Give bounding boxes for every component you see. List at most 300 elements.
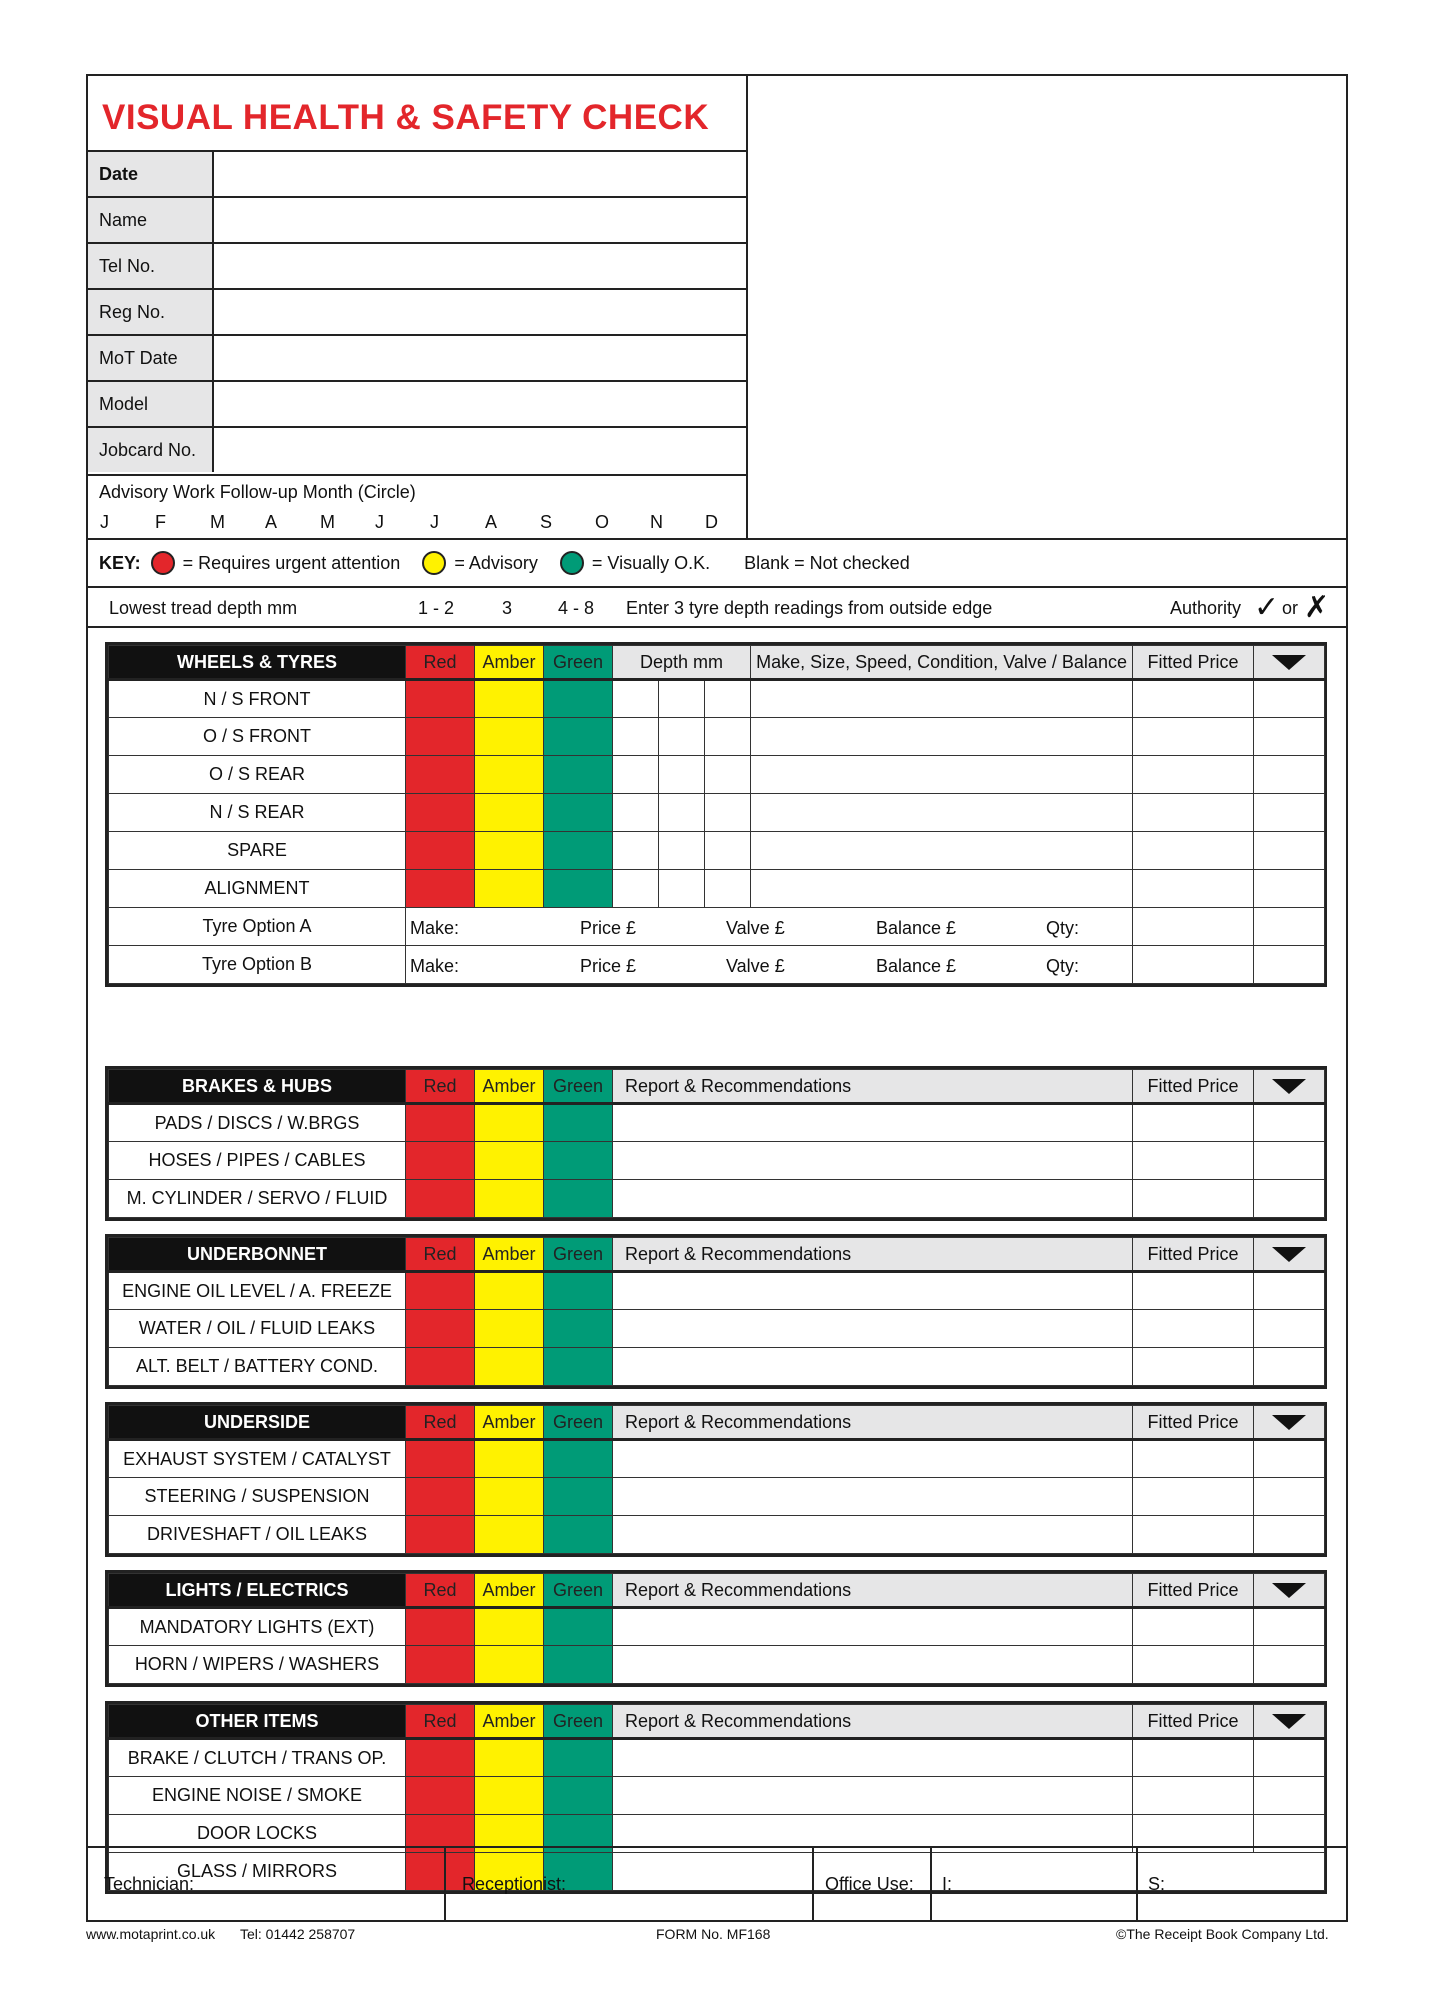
item-name: SPARE [109,832,406,870]
option-details[interactable] [406,908,1133,946]
col-price: Fitted Price [1133,1574,1254,1608]
green-rating[interactable] [544,870,613,908]
amber-rating[interactable] [475,1739,544,1777]
valve-label: Valve £ [726,918,785,938]
item-name: ALT. BELT / BATTERY COND. [109,1348,406,1386]
make-details[interactable] [751,680,1133,718]
report-recommendations[interactable] [613,1646,1133,1684]
section-wheels-tyres [105,642,1327,987]
tread-note: Enter 3 tyre depth readings from outside edge [626,598,993,618]
fitted-price[interactable] [1133,908,1254,946]
green-rating[interactable] [544,756,613,794]
amber-rating[interactable] [475,1777,544,1815]
month-option[interactable]: M [210,512,225,532]
item-name: M. CYLINDER / SERVO / FLUID [109,1180,406,1218]
report-recommendations[interactable] [613,1348,1133,1386]
make-details[interactable] [751,832,1133,870]
or-label: or [1282,598,1299,618]
col-report: Report & Recommendations [613,1406,1133,1440]
option-details[interactable] [406,946,1133,984]
col-red: Red [406,1238,475,1272]
item-name: ENGINE NOISE / SMOKE [109,1777,406,1815]
depth-reading[interactable] [659,832,705,870]
fitted-price[interactable] [1133,756,1254,794]
table-row [109,870,1325,908]
red-rating[interactable] [406,1348,475,1386]
item-name: O / S REAR [109,756,406,794]
report-recommendations[interactable] [613,1440,1133,1478]
item-name: HORN / WIPERS / WASHERS [109,1646,406,1684]
month-option[interactable]: J [100,512,109,532]
amber-rating[interactable] [475,1440,544,1478]
section-underside [105,1402,1327,1557]
green-rating[interactable] [544,794,613,832]
col-authority [1254,646,1325,680]
table-row [109,1180,1325,1218]
col-report: Report & Recommendations [613,1070,1133,1104]
col-price: Fitted Price [1133,1406,1254,1440]
amber-rating[interactable] [475,794,544,832]
red-rating[interactable] [406,1478,475,1516]
col-green: Green [544,1238,613,1272]
green-rating[interactable] [544,1348,613,1386]
report-recommendations[interactable] [613,1272,1133,1310]
col-report: Report & Recommendations [613,1574,1133,1608]
table-row [109,1142,1325,1180]
month-option[interactable]: S [540,512,553,532]
fitted-price[interactable] [1133,1272,1254,1310]
col-amber: Amber [475,1705,544,1739]
authority-cell[interactable] [1254,832,1325,870]
green-rating[interactable] [544,1777,613,1815]
amber-rating[interactable] [475,1646,544,1684]
depth-reading[interactable] [659,718,705,756]
tread-depth-row [88,586,1346,628]
key-green: = Visually O.K. [591,552,711,573]
red-rating[interactable] [406,718,475,756]
depth-reading[interactable] [705,680,751,718]
fitted-price[interactable] [1133,1478,1254,1516]
col-make: Make, Size, Speed, Condition, Valve / Balance [751,646,1133,680]
telephone: Tel: 01442 258707 [240,1926,356,1942]
red-rating[interactable] [406,1104,475,1142]
website: www.motaprint.co.uk [86,1926,216,1942]
down-triangle-icon [1272,1247,1306,1262]
green-dot-icon [560,551,584,575]
red-rating[interactable] [406,794,475,832]
red-rating[interactable] [406,1180,475,1218]
fitted-price[interactable] [1133,1646,1254,1684]
item-name: STEERING / SUSPENSION [109,1478,406,1516]
office-use-label: Office Use: [825,1874,914,1894]
field-input[interactable] [214,244,748,288]
item-name: MANDATORY LIGHTS (EXT) [109,1608,406,1646]
col-authority [1254,1238,1325,1272]
price-label: Price £ [580,956,637,976]
field-input[interactable] [214,428,748,472]
item-name: HOSES / PIPES / CABLES [109,1142,406,1180]
report-recommendations[interactable] [613,1478,1133,1516]
col-amber: Amber [475,1070,544,1104]
form-title: VISUAL HEALTH & SAFETY CHECK [102,98,710,137]
authority-cell[interactable] [1254,1608,1325,1646]
valve-label: Valve £ [726,956,785,976]
item-name: BRAKE / CLUTCH / TRANS OP. [109,1739,406,1777]
month-option[interactable]: D [705,512,718,532]
report-recommendations[interactable] [613,1142,1133,1180]
section-title: OTHER ITEMS [109,1705,406,1739]
authority-cell[interactable] [1254,1142,1325,1180]
field-input[interactable] [214,198,748,242]
tread-range-1: 1 - 2 [418,598,455,618]
fitted-price[interactable] [1133,1104,1254,1142]
red-rating[interactable] [406,1608,475,1646]
green-rating[interactable] [544,1440,613,1478]
tread-label: Lowest tread depth mm [109,598,298,618]
advisory-followup [88,474,748,538]
cross-icon: ✗ [1304,591,1330,624]
col-price: Fitted Price [1133,1070,1254,1104]
section-title: WHEELS & TYRES [109,646,406,680]
technician-field[interactable] [88,1848,446,1922]
office-s-field[interactable] [1138,1848,1346,1922]
depth-reading[interactable] [613,794,659,832]
authority-cell[interactable] [1254,1777,1325,1815]
month-list [100,512,760,533]
month-option[interactable]: A [485,512,498,532]
depth-reading[interactable] [613,680,659,718]
amber-rating[interactable] [475,1478,544,1516]
fitted-price[interactable] [1133,718,1254,756]
customer-details [88,76,748,538]
col-report: Report & Recommendations [613,1705,1133,1739]
depth-reading[interactable] [613,718,659,756]
make-details[interactable] [751,794,1133,832]
make-label: Make: [410,956,460,976]
depth-reading[interactable] [659,794,705,832]
authority-cell[interactable] [1254,1272,1325,1310]
col-green: Green [544,1070,613,1104]
report-recommendations[interactable] [613,1608,1133,1646]
green-rating[interactable] [544,1142,613,1180]
tread-range-2: 3 [502,598,513,618]
depth-reading[interactable] [659,680,705,718]
red-rating[interactable] [406,870,475,908]
depth-reading[interactable] [613,756,659,794]
field-label: MoT Date [88,336,214,380]
table-row [109,1777,1325,1815]
office-i-field[interactable] [932,1848,1138,1922]
depth-reading[interactable] [659,756,705,794]
authority-cell[interactable] [1254,718,1325,756]
depth-reading[interactable] [705,756,751,794]
authority-cell[interactable] [1254,1180,1325,1218]
col-green: Green [544,1574,613,1608]
advisory-title: Advisory Work Follow-up Month (Circle) [99,482,416,502]
make-details[interactable] [751,718,1133,756]
price-label: Price £ [580,918,637,938]
item-name: WATER / OIL / FLUID LEAKS [109,1310,406,1348]
balance-label: Balance £ [876,956,957,976]
key-amber: = Advisory [454,552,538,573]
field-row [88,380,748,426]
report-recommendations[interactable] [613,1777,1133,1815]
item-name: N / S FRONT [109,680,406,718]
item-name: N / S REAR [109,794,406,832]
month-option[interactable]: J [430,512,439,532]
red-rating[interactable] [406,832,475,870]
report-recommendations[interactable] [613,1310,1133,1348]
red-rating[interactable] [406,680,475,718]
authority-cell[interactable] [1254,1104,1325,1142]
field-label: Date [88,152,214,196]
green-rating[interactable] [544,1310,613,1348]
green-rating[interactable] [544,1272,613,1310]
report-recommendations[interactable] [613,1180,1133,1218]
amber-rating[interactable] [475,1104,544,1142]
report-recommendations[interactable] [613,1516,1133,1554]
section-brakes-hubs [105,1066,1327,1221]
key-row [88,538,1346,586]
fitted-price[interactable] [1133,1310,1254,1348]
field-label: Reg No. [88,290,214,334]
depth-reading[interactable] [705,870,751,908]
fitted-price[interactable] [1133,680,1254,718]
amber-rating[interactable] [475,870,544,908]
month-option[interactable]: F [155,512,166,532]
col-report: Report & Recommendations [613,1238,1133,1272]
red-rating[interactable] [406,1310,475,1348]
fitted-price[interactable] [1133,1180,1254,1218]
fitted-price[interactable] [1133,870,1254,908]
down-triangle-icon [1272,1079,1306,1094]
amber-rating[interactable] [475,1272,544,1310]
green-rating[interactable] [544,1608,613,1646]
field-input[interactable] [214,290,748,334]
month-option[interactable]: M [320,512,335,532]
col-green: Green [544,1406,613,1440]
fitted-price[interactable] [1133,1348,1254,1386]
red-rating[interactable] [406,1777,475,1815]
authority-cell[interactable] [1254,946,1325,984]
col-price: Fitted Price [1133,1238,1254,1272]
section-title: LIGHTS / ELECTRICS [109,1574,406,1608]
report-recommendations[interactable] [613,1104,1133,1142]
table-row [109,1440,1325,1478]
table-row [109,718,1325,756]
amber-rating[interactable] [475,1348,544,1386]
depth-reading[interactable] [659,870,705,908]
authority-cell[interactable] [1254,1516,1325,1554]
col-price: Fitted Price [1133,646,1254,680]
depth-reading[interactable] [705,718,751,756]
fitted-price[interactable] [1133,1739,1254,1777]
item-name: DOOR LOCKS [109,1815,406,1853]
down-triangle-icon [1272,1583,1306,1598]
copyright: ©The Receipt Book Company Ltd. [1116,1926,1329,1942]
green-rating[interactable] [544,1104,613,1142]
red-rating[interactable] [406,1272,475,1310]
fitted-price[interactable] [1133,946,1254,984]
authority-cell[interactable] [1254,680,1325,718]
section-lights-electrics [105,1570,1327,1687]
green-rating[interactable] [544,1739,613,1777]
amber-rating[interactable] [475,1516,544,1554]
field-row [88,196,748,242]
balance-label: Balance £ [876,918,957,938]
col-red: Red [406,1574,475,1608]
fitted-price[interactable] [1133,1440,1254,1478]
field-label: Jobcard No. [88,428,214,472]
authority-cell[interactable] [1254,1440,1325,1478]
depth-reading[interactable] [705,794,751,832]
red-rating[interactable] [406,1440,475,1478]
table-row [109,1272,1325,1310]
month-option[interactable]: N [650,512,663,532]
col-green: Green [544,1705,613,1739]
depth-reading[interactable] [705,832,751,870]
field-label: Model [88,382,214,426]
red-rating[interactable] [406,1739,475,1777]
down-triangle-icon [1272,1415,1306,1430]
green-rating[interactable] [544,1646,613,1684]
table-row [109,1348,1325,1386]
item-name: O / S FRONT [109,718,406,756]
report-recommendations[interactable] [613,1739,1133,1777]
field-row [88,426,748,472]
amber-rating[interactable] [475,680,544,718]
section-title: UNDERBONNET [109,1238,406,1272]
red-rating[interactable] [406,1142,475,1180]
tyre-option-row [109,908,1325,946]
authority-cell[interactable] [1254,870,1325,908]
red-dot-icon [151,551,175,575]
field-row [88,242,748,288]
col-red: Red [406,1705,475,1739]
option-name: Tyre Option B [109,946,406,984]
green-rating[interactable] [544,832,613,870]
col-red: Red [406,1070,475,1104]
item-name: ALIGNMENT [109,870,406,908]
office-use-field [814,1848,932,1922]
col-amber: Amber [475,1238,544,1272]
col-amber: Amber [475,646,544,680]
authority-cell[interactable] [1254,756,1325,794]
amber-rating[interactable] [475,1310,544,1348]
amber-rating[interactable] [475,1180,544,1218]
authority-cell[interactable] [1254,1646,1325,1684]
amber-rating[interactable] [475,756,544,794]
amber-rating[interactable] [475,832,544,870]
form-number: FORM No. MF168 [656,1926,771,1942]
authority-cell[interactable] [1254,794,1325,832]
field-label: Name [88,198,214,242]
depth-reading[interactable] [613,832,659,870]
green-rating[interactable] [544,718,613,756]
col-amber: Amber [475,1574,544,1608]
table-row [109,1608,1325,1646]
col-price: Fitted Price [1133,1705,1254,1739]
authority-cell[interactable] [1254,1310,1325,1348]
fitted-price[interactable] [1133,1608,1254,1646]
depth-reading[interactable] [613,870,659,908]
authority-cell[interactable] [1254,1478,1325,1516]
col-authority [1254,1070,1325,1104]
tick-icon: ✓ [1254,591,1280,624]
receptionist-field[interactable] [446,1848,814,1922]
green-rating[interactable] [544,1180,613,1218]
authority-cell[interactable] [1254,1348,1325,1386]
col-red: Red [406,646,475,680]
green-rating[interactable] [544,680,613,718]
month-option[interactable]: A [265,512,278,532]
field-input[interactable] [214,382,748,426]
amber-rating[interactable] [475,718,544,756]
col-red: Red [406,1406,475,1440]
col-amber: Amber [475,1406,544,1440]
make-details[interactable] [751,756,1133,794]
col-authority [1254,1574,1325,1608]
office-s-label: S: [1148,1874,1166,1894]
col-depth: Depth mm [613,646,751,680]
section-title: BRAKES & HUBS [109,1070,406,1104]
col-green: Green [544,646,613,680]
field-input[interactable] [214,336,748,380]
month-option[interactable]: J [375,512,384,532]
table-row [109,1104,1325,1142]
authority-cell[interactable] [1254,908,1325,946]
field-row [88,150,748,196]
make-details[interactable] [751,870,1133,908]
fitted-price[interactable] [1133,832,1254,870]
field-row [88,334,748,380]
section-title: UNDERSIDE [109,1406,406,1440]
red-rating[interactable] [406,756,475,794]
key-red: = Requires urgent attention [182,552,401,573]
month-option[interactable]: O [595,512,610,532]
fitted-price[interactable] [1133,1777,1254,1815]
tread-range-3: 4 - 8 [558,598,595,618]
field-input[interactable] [214,152,748,196]
table-row [109,1310,1325,1348]
tyre-option-row [109,946,1325,984]
red-rating[interactable] [406,1516,475,1554]
table-row [109,794,1325,832]
table-row [109,1516,1325,1554]
fitted-price[interactable] [1133,794,1254,832]
fitted-price[interactable] [1133,1142,1254,1180]
green-rating[interactable] [544,1478,613,1516]
footer-signatures [88,1846,1346,1920]
health-check-form [86,74,1348,1922]
down-triangle-icon [1272,1714,1306,1729]
green-rating[interactable] [544,1516,613,1554]
table-row [109,1739,1325,1777]
item-name: DRIVESHAFT / OIL LEAKS [109,1516,406,1554]
amber-rating[interactable] [475,1142,544,1180]
amber-rating[interactable] [475,1608,544,1646]
authority-cell[interactable] [1254,1739,1325,1777]
option-name: Tyre Option A [109,908,406,946]
table-row [109,1478,1325,1516]
item-name: ENGINE OIL LEVEL / A. FREEZE [109,1272,406,1310]
red-rating[interactable] [406,1646,475,1684]
fitted-price[interactable] [1133,1516,1254,1554]
item-name: PADS / DISCS / W.BRGS [109,1104,406,1142]
col-authority [1254,1705,1325,1739]
technician-label: Technician: [104,1874,195,1894]
table-row [109,680,1325,718]
